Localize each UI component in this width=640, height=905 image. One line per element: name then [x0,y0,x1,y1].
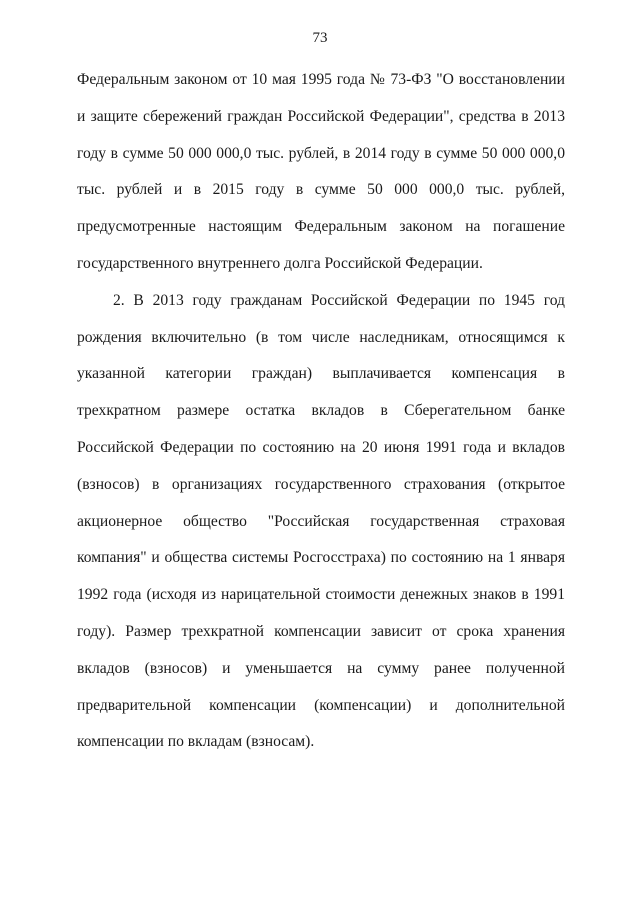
paragraph-2: 2. В 2013 году гражданам Российской Федерации по 1945 год рождения включительно (в том числе наследникам, относящимся к указанной категории граждан) выплачивается компенсация в трехкратном размере остатка вкладов в Сберегательном банке Российской Федерации по состоянию на 20 июня 1991 года и вкладов (взносов) в организациях государственного страхования (открытое акционерное общество "Российская государственная страховая компания" и общества системы Росгосстраха) по состоянию на 1 января 1992 года (исходя из нарицательной стоимости денежных знаков в 1991 году). Размер трехкратной компенсации зависит от срока хранения вкладов (взносов) и уменьшается на сумму ранее полученной предварительной компенсации (компенсации) и дополнительной компенсации по вкладам (взносам). [77,291,565,751]
page-number: 73 [312,30,328,46]
paragraph-1: Федеральным законом от 10 мая 1995 года № 73-ФЗ "О восстановлении и защите сбережений граждан Российской Федерации", средства в 2013 году в сумме 50 000 000,0 тыс. рублей, в 2014 году в сумме 50 000 000,0 тыс. рублей и в 2015 году в сумме 50 000 000,0 тыс. рублей, предусмотренные настоящим Федеральным законом на погашение государственного внутреннего долга Российской Федерации. [77,71,565,272]
document-body [77,62,565,761]
